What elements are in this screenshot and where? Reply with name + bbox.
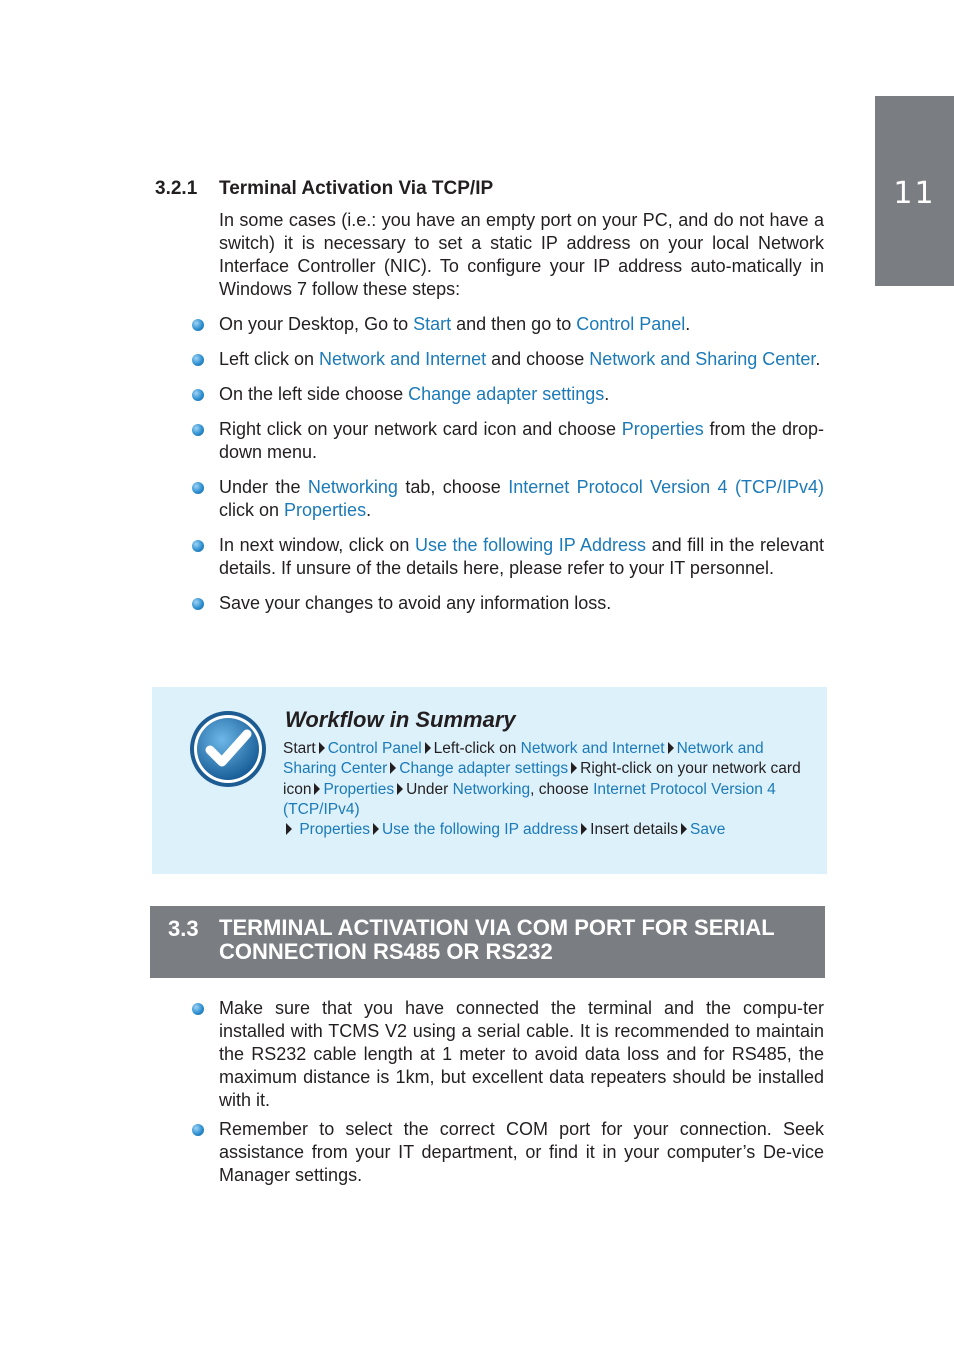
arrow-icon: [319, 742, 325, 754]
arrow-icon: [397, 783, 403, 795]
properties-link: Properties: [621, 419, 704, 439]
ipv4-link: Internet Protocol Version 4 (TCP/IPv4): [508, 477, 824, 497]
network-internet-link: Network and Internet: [319, 349, 487, 369]
checkmark-icon: [189, 710, 267, 788]
arrow-icon: [314, 783, 320, 795]
summary-text: Start Control Panel Left-click on Network and Internet Network and Sharing Center Change adapter settings Right-click on your network card icon Properties Under Networking, choose Internet Protocol Version 4 (TCP/IPv4) Properties Use the following IP address Insert details Save: [283, 740, 801, 839]
list-item: Save your changes to avoid any information loss.: [192, 592, 824, 615]
arrow-icon: [681, 823, 687, 835]
list-item: Left click on Network and Internet and choose Network and Sharing Center.: [192, 348, 824, 371]
subsection-number: 3.2.1: [155, 178, 198, 199]
arrow-icon: [373, 823, 379, 835]
arrow-icon: [668, 742, 674, 754]
com-steps-list: [192, 997, 824, 1193]
list-item: Under the Networking tab, choose Internet Protocol Version 4 (TCP/IPv4) click on Properties.: [192, 476, 824, 522]
workflow-summary-box: [152, 687, 827, 874]
change-adapter-link: Change adapter settings: [408, 384, 605, 404]
list-item: Make sure that you have connected the terminal and the compu-ter installed with TCMS V2 using a serial cable. It is recommended to maintain the RS232 cable length at 1 meter to avoid data loss and for RS485, the maximum distance is 1km, but excellent data repeaters should be installed with it.: [192, 997, 824, 1112]
subsection-title: Terminal Activation Via TCP/IP: [219, 178, 494, 199]
setup-steps-list: [192, 313, 824, 627]
list-item: On your Desktop, Go to Start and then go to Control Panel.: [192, 313, 824, 336]
list-item: On the left side choose Change adapter settings.: [192, 383, 824, 406]
section-banner: [150, 906, 825, 978]
bullet-icon: [192, 354, 204, 366]
page-number-tab: [875, 96, 954, 286]
list-item: In next window, click on Use the following IP Address and fill in the relevant details. If unsure of the details here, please refer to your IT personnel.: [192, 534, 824, 580]
section-title: TERMINAL ACTIVATION VIA COM PORT FOR SERIAL CONNECTION RS485 OR RS232: [219, 915, 775, 964]
bullet-icon: [192, 389, 204, 401]
bullet-icon: [192, 482, 204, 494]
list-item: Remember to select the correct COM port for your connection. Seek assistance from your IT department, or find it in your computer’s De-vice Manager settings.: [192, 1118, 824, 1187]
control-panel-link: Control Panel: [576, 314, 686, 334]
intro-paragraph: In some cases (i.e.: you have an empty port on your PC, and do not have a switch) it is necessary to set a static IP address on your local Network Interface Controller (NIC). To configure your IP address auto-matically in Windows 7 follow these steps:: [219, 210, 824, 299]
subsection-heading: [155, 178, 493, 200]
bullet-icon: [192, 424, 204, 436]
arrow-icon: [581, 823, 587, 835]
properties-link: Properties: [284, 500, 367, 520]
use-ip-link: Use the following IP Address: [414, 535, 647, 555]
arrow-icon: [286, 823, 292, 835]
page-number: 11: [893, 176, 936, 211]
list-item: Right click on your network card icon and choose Properties from the drop-down menu.: [192, 418, 824, 464]
bullet-icon: [192, 1124, 204, 1136]
bullet-icon: [192, 1003, 204, 1015]
network-sharing-link: Network and Sharing Center: [589, 349, 816, 369]
bullet-icon: [192, 598, 204, 610]
networking-link: Networking: [307, 477, 398, 497]
arrow-icon: [425, 742, 431, 754]
start-link: Start: [413, 314, 452, 334]
bullet-icon: [192, 319, 204, 331]
arrow-icon: [571, 762, 577, 774]
summary-title: Workflow in Summary: [285, 707, 516, 732]
bullet-icon: [192, 540, 204, 552]
arrow-icon: [390, 762, 396, 774]
section-number: 3.3: [168, 916, 199, 941]
